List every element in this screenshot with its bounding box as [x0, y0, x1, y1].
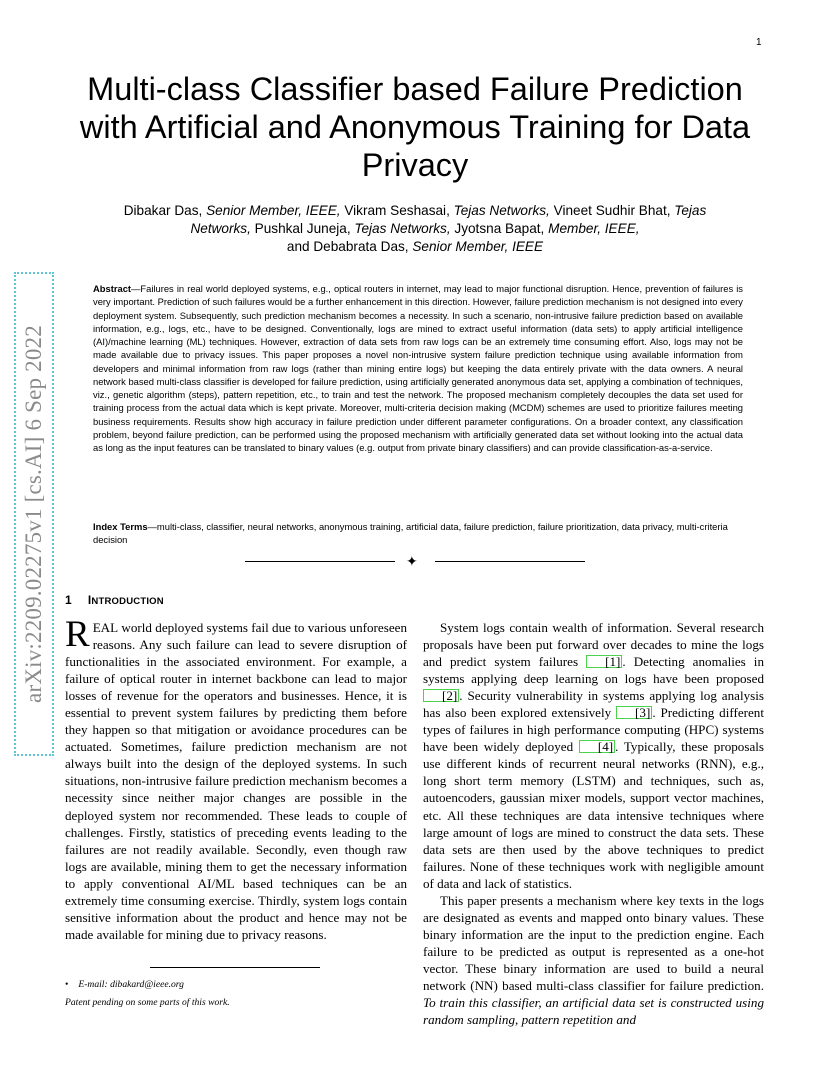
author-name: Vineet Sudhir Bhat,: [553, 203, 671, 218]
divider-line-right: [435, 561, 585, 562]
arxiv-side-stamp[interactable]: [14, 272, 54, 756]
author-affiliation: Tejas Networks,: [354, 221, 451, 236]
page-number: 1: [756, 37, 762, 48]
author-affiliation: Tejas Networks,: [453, 203, 550, 218]
section-heading-introduction: [65, 593, 164, 607]
bullet-icon: •: [65, 979, 69, 990]
right-column: [423, 619, 764, 1028]
author-name: Pushkal Juneja,: [254, 221, 351, 236]
right-paragraph-2: [423, 892, 764, 1028]
footnote-patent: Patent pending on some parts of this work.: [65, 997, 230, 1008]
intro-text: world deployed systems fail due to various unforeseen reasons. Any such failure can lead to severe disruption of functionalities in the associated environment. For example, a failure of optical router in internet backbone can lead to major losses of revenue for the operators and businesses. Hence, it is essential to prevent system failures by predicting them before they happen so that mitigation or avoidance procedures can be actuated. Sometimes, failure prediction mechanism are not always built into the design of the deployed systems. In such situations, non-intrusive failure prediction mechanism becomes a necessity since neither major changes are possible in the deployed system nor recommended. These leads to couple of challenges. Firstly, statistics of preceding events leading to the failures are not readily available. Secondly, even though raw logs are available, mining them to get the necessary information to apply conventional AI/ML based techniques can be an extremely time consuming exercise. Thirdly, system logs contain sensitive information about the product and hence may not be made available for mining due to privacy reasons.: [65, 620, 407, 942]
email-text: E-mail: dibakard@ieee.org: [78, 979, 184, 990]
section-number: 1: [65, 593, 72, 607]
index-terms-label: Index Terms: [93, 521, 148, 532]
arxiv-identifier: arXiv:2209.02275v1 [cs.AI] 6 Sep 2022: [21, 325, 46, 703]
text-run: . Security vulnerability in systems applying log analysis has also been explored extensively: [423, 688, 764, 721]
section-title-initial: I: [87, 593, 92, 607]
author-name: and Debabrata Das,: [286, 239, 409, 254]
abstract: [93, 282, 743, 454]
right-paragraph-1: [423, 619, 764, 892]
italic-text-run: To train this classifier, an artificial data set is constructed using random sampling, pattern repetition and: [423, 995, 764, 1028]
text-run: . Typically, these proposals use different kinds of recurrent neural networks (RNN), e.g., long short term memory (LSTM) and techniques, such as, autoencoders, gaussian mixer models, support vector machines, etc. All these techniques are data intensive techniques where large amount of logs are mined to construct the data sets. These data sets are then used by the above techniques to predict failures. None of these techniques work with negligible amount of data and lack of statistics.: [423, 739, 764, 891]
section-divider: [245, 554, 585, 570]
author-name: Vikram Seshasai,: [344, 203, 450, 218]
citation-link[interactable]: [4]: [579, 740, 615, 753]
intro-paragraph: [65, 614, 407, 943]
left-column: [65, 614, 407, 943]
text-run: . Detecting anomalies in systems applying deep learning on logs have been proposed: [423, 654, 764, 687]
star-icon: ✦: [406, 554, 418, 570]
author-affiliation: Senior Member, IEEE,: [206, 203, 341, 218]
divider-line-left: [245, 561, 395, 562]
text-run: This paper presents a mechanism where key texts in the logs are designated as events and mapped onto binary values. These binary information are the input to the prediction engine. Each failure to be predicted as output is represented as a one-hot vector. These binary information are used to build a neural network (NN) based multi-class classifier for failure prediction.: [423, 892, 764, 993]
author-affiliation: Senior Member, IEEE: [412, 239, 544, 254]
text-run: . Predicting different types of failures in high performance computing (HPC) systems have been widely deployed: [423, 705, 764, 755]
author-affiliation: Tejas Networks,: [190, 203, 707, 236]
abstract-label: Abstract: [93, 283, 132, 294]
text-run: System logs contain wealth of information. Several research proposals have been put forward over decades to mine the logs and predict system failures: [423, 620, 764, 670]
index-terms-text: —multi-class, classifier, neural networks, anonymous training, artificial data, failure prediction, failure prioritization, data privacy, multi-criteria decision: [93, 521, 728, 546]
paper-title: Multi-class Classifier based Failure Prediction with Artificial and Anonymous Training for Data Privacy: [79, 71, 751, 183]
section-title-rest: NTRODUCTION: [91, 596, 164, 607]
footnote-rule: [150, 967, 320, 968]
index-terms: [93, 520, 743, 547]
author-name: Dibakar Das,: [123, 203, 203, 218]
author-list: [100, 202, 730, 256]
dropcap: R: [65, 614, 90, 655]
citation-link[interactable]: [1]: [586, 655, 622, 668]
author-affiliation: Member, IEEE,: [548, 221, 640, 236]
citation-link[interactable]: [3]: [616, 706, 652, 719]
abstract-text: —Failures in real world deployed systems, e.g., optical routers in internet, may lead to major functional disruption. Hence, prevention of failures is very important. Prediction of such failures would be a further enhancement in this direction. However, failure prediction mechanism is not designed into every deployment system. Subsequently, such prediction mechanism becomes a necessity. In such a scenario, non-intrusive failure prediction based on available information, e.g., logs, etc., have to be designed. Conventionally, logs are mined to extract useful information (data sets) to apply artificial intelligence (AI)/machine learning (ML) techniques. However, extraction of data sets from raw logs can be an extremely time consuming effort. Also, logs may not be made available due to privacy issues. This paper proposes a novel non-intrusive system failure prediction technique using available information from developers and minimal information from raw logs (rather than mining entire logs) but keeping the data entirely private with the data owners. A neural network based multi-class classifier is developed for failure prediction, using artificially generated anonymous data set, applying a combination of techniques, viz., genetic algorithm (steps), pattern repetition, etc., to train and test the network. The proposed mechanism completely decouples the data set used for training process from the actual data which is kept private. Moreover, multi-criteria decision making (MCDM) schemes are used to prioritize failures meeting business requirements. Results show high accuracy in failure prediction under different parameter configurations. On a broader context, any classification problem, beyond failure prediction, can be performed using the proposed mechanism with artificially generated data set without looking into the actual data as long as the input features can be translated to binary values (e.g. output from private binary classifiers) and can provide classification-as-a-service.: [93, 283, 743, 453]
footnote-email: [65, 979, 184, 990]
citation-link[interactable]: [2]: [423, 689, 459, 702]
author-name: Jyotsna Bapat,: [454, 221, 545, 236]
first-word-smallcaps: EAL: [92, 620, 119, 635]
